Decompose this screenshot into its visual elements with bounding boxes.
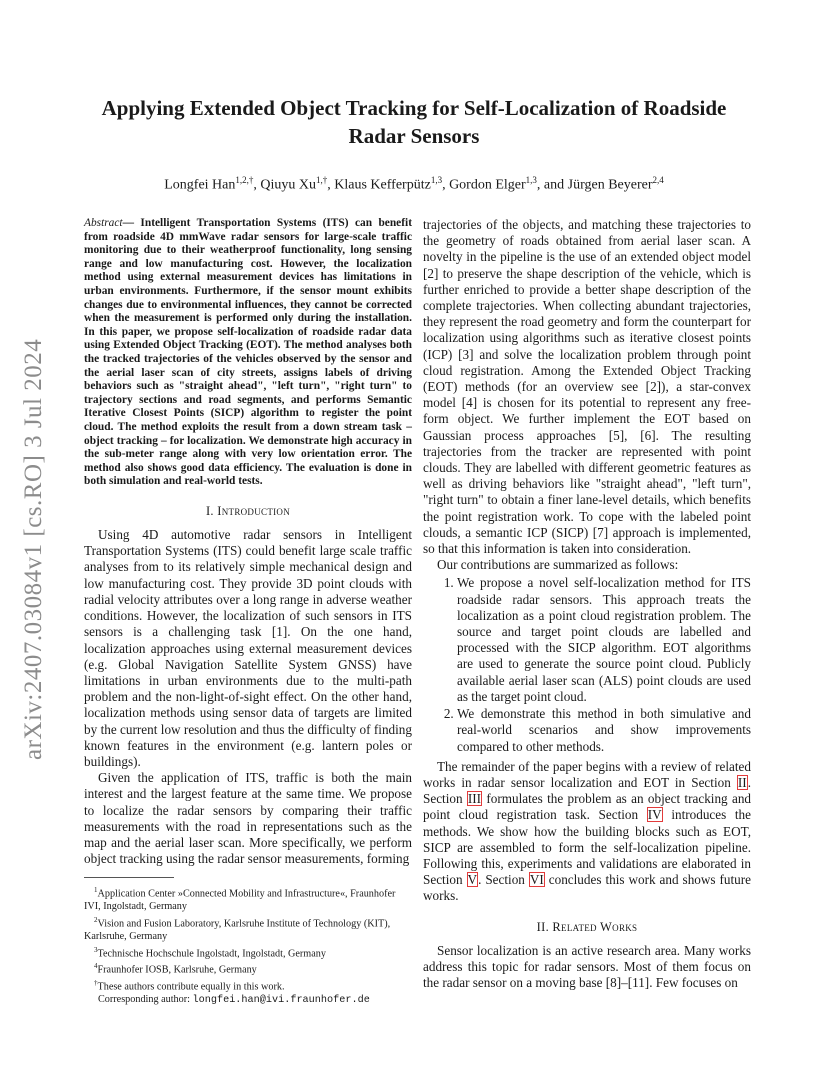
footnote [84, 884, 412, 914]
footnote-text: Application Center »Connected Mobility and Infrastructure«, Fraunhofer IVI, Ingolstadt, Germany [84, 888, 396, 913]
footnote [84, 914, 412, 944]
author-affiliation-mark: 2,4 [652, 175, 664, 185]
paper-title: Applying Extended Object Tracking for Self-Localization of Roadside Radar Sensors [101, 96, 727, 148]
footnote [84, 944, 412, 961]
section-link-iv[interactable]: IV [647, 807, 662, 823]
author-name: Jürgen Beyerer [567, 177, 653, 193]
contributions-intro: Our contributions are summarized as follows: [437, 557, 679, 573]
author-name: Longfei Han [164, 177, 236, 193]
author-separator: , and [536, 177, 568, 193]
corresponding-author [84, 994, 412, 1008]
author-affiliation-mark: 1,2,† [235, 175, 254, 185]
section-heading-introduction: I. Introduction [205, 503, 291, 518]
remainder-text: . Section [478, 872, 529, 888]
footnote [84, 977, 412, 994]
footnote-mark: 3 [94, 945, 98, 954]
footnote-text: These authors contribute equally in this work. [97, 981, 285, 993]
abstract [84, 217, 412, 489]
author-list [80, 170, 748, 196]
author-separator: , [327, 177, 335, 193]
section-link-v[interactable]: V [467, 872, 478, 888]
footnote-mark: 1 [94, 886, 98, 895]
abstract-text: — Intelligent Transportation Systems (ITS) can benefit from roadside 4D mmWave radar sensors for large-scale traffic monitoring due to their weatherproof functionality, long sensing range and low manufacturing cost. However, the localization method using external measurement devices has limitations in urban environments. Furthermore, if the sensor mount exhibits changes due to environmental influences, they cannot be corrected when the measurement is performed only during the installation. In this paper, we propose self-localization of roadside radar data using Extended Object Tracking (EOT). The method analyses both the tracked trajectories of the vehicles observed by the sensor and the aerial laser scan of city streets, assigns labels of driving behaviors such as "straight ahead", "left turn", "right turn" to trajectory sections and road segments, and performs Semantic Iterative Closest Points (SICP) algorithm to register the point cloud. The method exploits the result from a down stream task – object tracking – for localization. We demonstrate high accuracy in the sub-meter range along with very low orientation error. The method also shows good data efficiency. The evaluation is done in both simulation and real-world tests. [84, 217, 412, 488]
author-affiliation-mark: 1,3 [430, 175, 443, 185]
abstract-label: Abstract [84, 217, 123, 229]
section-link-iii[interactable]: III [467, 791, 482, 807]
footnotes [84, 884, 412, 994]
author-separator: , [253, 177, 261, 193]
corresponding-email-link[interactable]: longfei.han@ivi.fraunhofer.de [192, 995, 370, 1007]
contribution-item: 1. We propose a novel self-localization method for ITS roadside radar sensors. This approach treats the localization as a point cloud registration problem. The source and target point clouds are labelled and processed with the SICP algorithm. EOT algorithms are used to generate the source point cloud. Publicly available aerial laser scan (ALS) point clouds are used as the target point cloud. [457, 575, 751, 705]
footnote-divider [84, 877, 174, 878]
left-column [84, 217, 412, 1008]
footnote-text: Fraunhofer IOSB, Karlsruhe, Germany [97, 964, 257, 976]
footnote-text: Technische Hochschule Ingolstadt, Ingolstadt, Germany [97, 947, 326, 959]
remainder-text: concludes this work and shows future works. [423, 872, 751, 904]
corresponding-label: Corresponding author: [98, 994, 193, 1006]
related-paragraph-1: Sensor localization is an active research area. Many works address this topic for radar sensors. Most of them focus on the radar sensor on a moving base [8]–[11]. Few focuses on [423, 942, 751, 991]
contribution-item: 2. We demonstrate this method in both simulative and real-world scenarios and show improvements compared to other methods. [457, 706, 751, 755]
right-column [423, 217, 751, 991]
footnote-mark: † [94, 979, 98, 988]
contributions-list [423, 575, 751, 754]
author-affiliation-mark: 1,† [316, 175, 328, 185]
author-name: Gordon Elger [449, 177, 526, 193]
author-affiliation-mark: 1,3 [525, 175, 537, 185]
intro-paragraph-2: Given the application of ITS, traffic is both the main interest and the largest feature at the same time. We propose to localize the radar sensors by comparing their traffic measurements with the road in representations such as the map and the aerial laser scan. More specifically, we perform object tracking using the radar sensor measurements, forming [84, 770, 412, 867]
remainder-text: formulates the problem as an object tracking and point cloud registration task. Section [423, 791, 752, 823]
intro-paragraph-1: Using 4D automotive radar sensors in Intelligent Transportation Systems (ITS) could benefit large scale traffic analyses from to its relatively simple mechanical design and low manufacturing cost. They provide 3D point clouds with radial velocity attributes over a long range in adverse weather conditions. However, the localization of such sensors in ITS sensors is a challenging task [1]. On the one hand, localization approaches using external measurement devices (e.g. Global Navigation Satellite System GNSS) have limitations in urban environments due to the multi-path problem and the non-light-of-sight effect. On the other hand, localization methods using sensor data of targets are limited by the current low resolution and thus the difficulty of finding known features in the environment (e.g. lantern poles or buildings). [84, 527, 412, 769]
section-link-ii[interactable]: II [737, 774, 747, 790]
remainder-text: . Section [423, 774, 751, 807]
author-name: Klaus Kefferpütz [334, 177, 431, 193]
footnote-text: Vision and Fusion Laboratory, Karlsruhe Institute of Technology (KIT), Karlsruhe, Germany [84, 918, 391, 942]
author-separator: , [442, 177, 450, 193]
remainder-text: The remainder of the paper begins with a review of related works in radar sensor localization and EOT in Section [423, 758, 751, 790]
author-name: Qiuyu Xu [260, 177, 317, 193]
remainder-text: introduces the methods. We show how the building blocks such as EOT, SICP are assembled to form the self-localization pipeline. Following this, experiments and validations are elaborated in Section [423, 807, 752, 888]
arxiv-identifier[interactable]: arXiv:2407.03084v1 [cs.RO] 3 Jul 2024 [20, 338, 47, 760]
footnote-mark: 4 [94, 962, 98, 971]
footnote-mark: 2 [94, 915, 98, 924]
footnote [84, 960, 412, 977]
section-link-vi[interactable]: VI [529, 872, 544, 888]
section-heading-related-works: II. Related Works [536, 919, 638, 934]
remainder-paragraph [423, 759, 751, 905]
right-paragraph-1: trajectories of the objects, and matching these trajectories to the geometry of roads obtained from aerial laser scan. A novelty in the pipeline is the use of an extended object model [2] to preserve the shape description of the vehicle, which is further enriched to provide a better shape description of the complete trajectories. When collecting abundant trajectories, they represent the road geometry and form the counterpart for localization using algorithms such as iterative closest points (ICP) [3] and solve the localization problem through point cloud registration. Among the Extended Object Tracking (EOT) methods (for an overview see [2]), a star-convex model [4] is chosen for its potential to represent any free-form object. We further implement the EOT based on Gaussian process approaches [5], [6]. The resulting trajectories from the tracker are represented with point clouds. They are labelled with different geometric features as well as driving behaviors like "straight ahead", "left turn", "right turn" to obtain a finer lane-level details, which benefits the point registration work. To cope with the labeled point clouds, a semantic ICP (SICP) [7] approach is implemented, so that this information is taken into consideration. [423, 217, 751, 557]
